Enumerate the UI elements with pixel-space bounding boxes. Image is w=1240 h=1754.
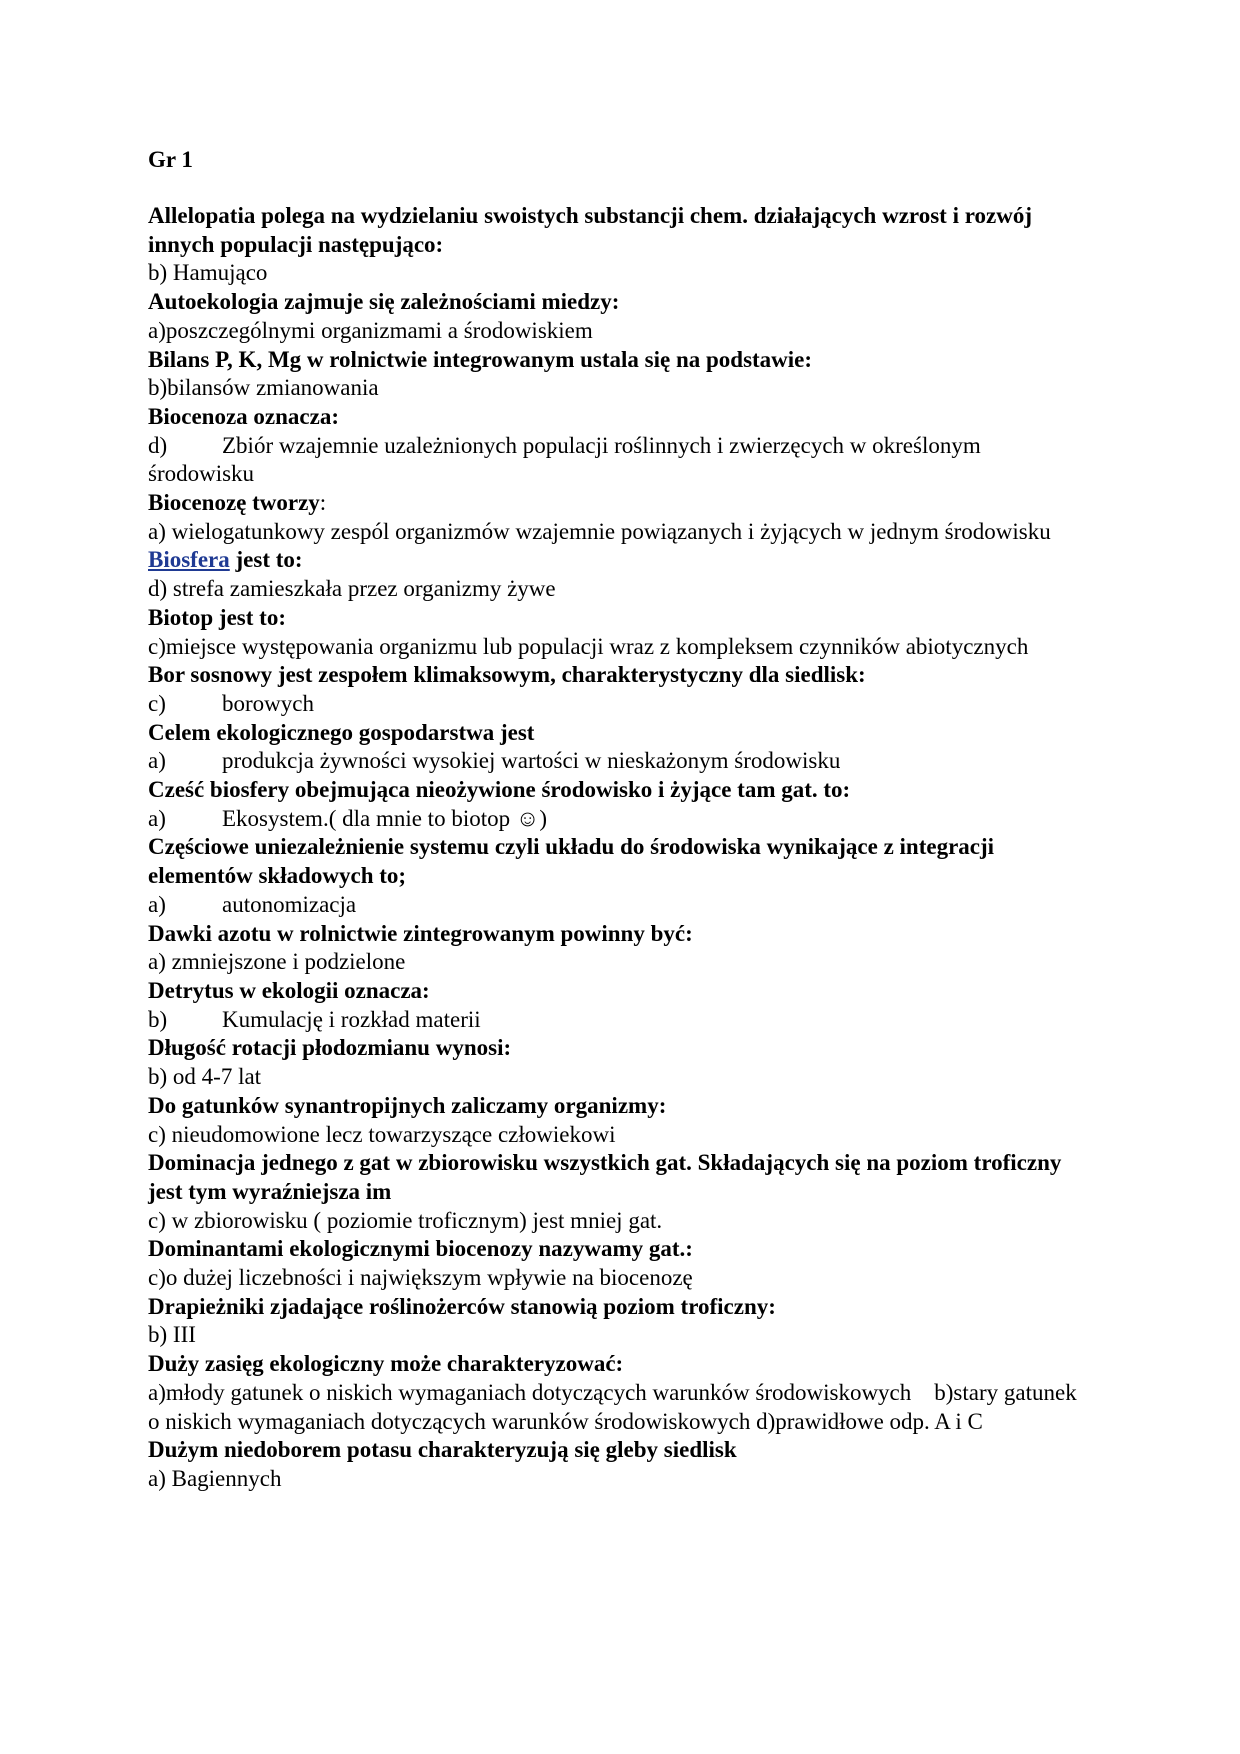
answer-item xyxy=(148,891,1088,920)
answer-text: b) od 4-7 lat xyxy=(148,1064,262,1090)
question-text: Allelopatia polega na wydzielaniu swoistych substancji chem. działających wzrost i rozwój innych populacji następująco: xyxy=(148,203,1032,257)
answer-text: autonomizacja xyxy=(222,891,357,917)
answer-option-letter: a) xyxy=(148,891,166,917)
question-item xyxy=(148,489,1088,518)
question-text: Dawki azotu w rolnictwie zintegrowanym powinny być: xyxy=(148,920,693,946)
answer-item xyxy=(148,805,1088,834)
answer-item xyxy=(148,747,1088,776)
answer-option-letter: b) xyxy=(148,1006,168,1032)
answer-text: a) Bagiennych xyxy=(148,1465,282,1491)
answer-text: b) III xyxy=(148,1322,196,1348)
document-page xyxy=(148,146,1088,1494)
answer-option-letter: c) xyxy=(148,690,166,716)
question-text: Celem ekologicznego gospodarstwa jest xyxy=(148,719,535,745)
question-text: Bor sosnowy jest zespołem klimaksowym, charakterystyczny dla siedlisk: xyxy=(148,662,866,688)
question-item xyxy=(148,546,1088,575)
answer-text: Ekosystem.( dla mnie to biotop ☺) xyxy=(222,805,547,831)
answer-text: a)młody gatunek o niskich wymaganiach dotyczących warunków środowiskowych b)stary gatunek o niskich wymaganiach dotyczących warunków środowiskowych d)prawidłowe odp. A i C xyxy=(148,1379,1083,1434)
answer-option-letter: a) xyxy=(148,805,166,831)
answer-text: Zbiór wzajemnie uzależnionych populacji roślinnych i zwierzęcych w określonym środowisku xyxy=(148,432,981,487)
answer-text: d) strefa zamieszkała przez organizmy żywe xyxy=(148,576,556,602)
question-text: jest to: xyxy=(229,547,303,573)
question-text: Detrytus w ekologii oznacza: xyxy=(148,977,430,1003)
document-title: Gr 1 xyxy=(148,147,193,172)
answer-option-letter: d) xyxy=(148,432,168,458)
answer-text: c) w zbiorowisku ( poziomie troficznym) jest mniej gat. xyxy=(148,1207,663,1233)
question-text: Biotop jest to: xyxy=(148,604,286,630)
answer-item xyxy=(148,690,1088,719)
question-text: Do gatunków synantropijnych zaliczamy organizmy: xyxy=(148,1092,667,1118)
question-text: Drapieżniki zjadające roślinożerców stanowią poziom troficzny: xyxy=(148,1293,776,1319)
question-text: Dominantami ekologicznymi biocenozy nazywamy gat.: xyxy=(148,1236,693,1262)
biosfera-link[interactable]: Biosfera xyxy=(148,547,230,573)
answer-text: a) wielogatunkowy zespól organizmów wzajemnie powiązanych i żyjących w jednym środowisku xyxy=(148,518,1051,544)
answer-item xyxy=(148,432,1088,489)
question-text: Biocenozę tworzy xyxy=(148,490,320,516)
answer-text: b)bilansów zmianowania xyxy=(148,375,379,401)
question-text: Dużym niedoborem potasu charakteryzują się gleby siedlisk xyxy=(148,1437,737,1463)
answer-item xyxy=(148,1006,1088,1035)
question-tail: : xyxy=(319,490,327,516)
question-text: Długość rotacji płodozmianu wynosi: xyxy=(148,1035,512,1061)
question-text: Cześć biosfery obejmująca nieożywione środowisko i żyjące tam gat. to: xyxy=(148,777,851,803)
question-text: Dominacja jednego z gat w zbiorowisku wszystkich gat. Składających się na poziom troficzny jest tym wyraźniejsza im xyxy=(148,1150,1062,1204)
answer-text: c)o dużej liczebności i największym wpływie na biocenozę xyxy=(148,1265,693,1291)
answer-text: c) nieudomowione lecz towarzyszące człowiekowi xyxy=(148,1121,616,1147)
question-text: Bilans P, K, Mg w rolnictwie integrowanym ustala się na podstawie: xyxy=(148,346,813,372)
answer-text: Kumulację i rozkład materii xyxy=(222,1006,481,1032)
answer-text: b) Hamująco xyxy=(148,260,268,286)
answer-text: a)poszczególnymi organizmami a środowiskiem xyxy=(148,317,593,343)
question-text: Częściowe uniezależnienie systemu czyli układu do środowiska wynikające z integracji elementów składowych to; xyxy=(148,834,995,889)
answer-option-letter: a) xyxy=(148,748,166,774)
answer-text: produkcja żywności wysokiej wartości w nieskażonym środowisku xyxy=(222,748,841,774)
answer-text: borowych xyxy=(222,690,314,716)
question-text: Duży zasięg ekologiczny może charakteryzować: xyxy=(148,1351,624,1377)
question-text: Autoekologia zajmuje się zależnościami miedzy: xyxy=(148,289,620,315)
answer-text: c)miejsce występowania organizmu lub populacji wraz z kompleksem czynników abiotycznych xyxy=(148,633,1029,659)
question-text: Biocenoza oznacza: xyxy=(148,403,339,429)
answer-text: a) zmniejszone i podzielone xyxy=(148,949,406,975)
